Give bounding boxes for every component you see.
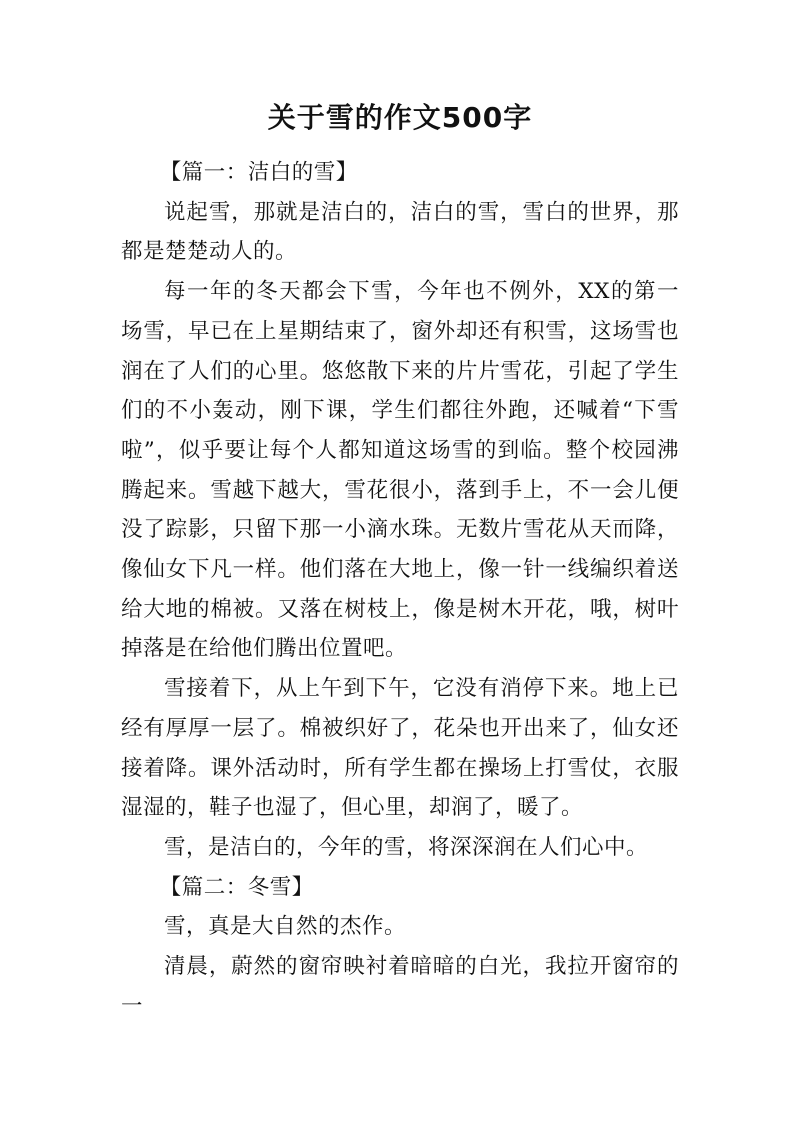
paragraph: 雪，真是大自然的杰作。	[164, 914, 407, 940]
section-heading-2: 【篇二：冬雪】	[159, 874, 314, 900]
document-title: 关于雪的作文500字	[267, 101, 533, 134]
paragraph: 清晨，蔚然的窗帘映衬着暗暗的白光，我拉开窗帘的一	[121, 954, 679, 1019]
document-body	[121, 153, 679, 1026]
paragraph: 说起雪，那就是洁白的，洁白的雪，雪白的世界，那都是楚楚动人的。	[121, 199, 679, 265]
paragraph: 雪接着下，从上午到下午，它没有消停下来。地上已经有厚厚一层了。棉被织好了，花朵也开出来了，仙女还接着降。课外活动时，所有学生都在操场上打雪仗，衣服湿湿的，鞋子也湿了，但心里，却润了，暖了。	[121, 676, 679, 821]
section-heading-1: 【篇一：洁白的雪】	[159, 160, 358, 185]
paragraph: 雪，是洁白的，今年的雪，将深深润在人们心中。	[164, 834, 649, 860]
paragraph: 每一年的冬天都会下雪，今年也不例外，XX的第一场雪，早已在上星期结束了，窗外却还有积雪，这场雪也润在了人们的心里。悠悠散下来的片片雪花，引起了学生们的不小轰动，刚下课，学生们都往外跑，还喊着“下雪啦”，似乎要让每个人都知道这场雪的到临。整个校园沸腾起来。雪越下越大，雪花很小，落到手上，不一会儿便没了踪影，只留下那一小滴水珠。无数片雪花从天而降，像仙女下凡一样。他们落在大地上，像一针一线编织着送给大地的棉被。又落在树枝上，像是树木开花，哦，树叶掉落是在给他们腾出位置吧。	[121, 279, 679, 662]
